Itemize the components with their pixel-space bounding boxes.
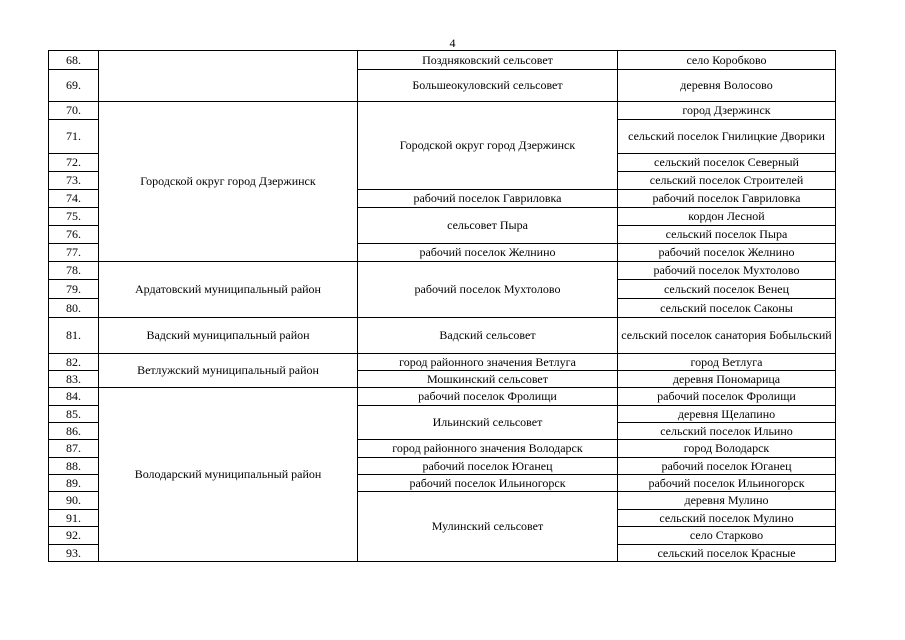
row-number: 93. — [49, 545, 99, 562]
row-number: 85. — [49, 406, 99, 423]
table-row — [49, 388, 836, 406]
settlement-council-cell: рабочий поселок Желнино — [358, 244, 618, 262]
municipal-unit-cell: Городской округ город Дзержинск — [99, 102, 358, 262]
municipal-unit-cell: Вадский муниципальный район — [99, 318, 358, 354]
settlement-council-cell: Ильинский сельсовет — [358, 406, 618, 440]
table-row — [49, 318, 836, 354]
locality-cell: сельский поселок санатория Бобыльский — [618, 318, 836, 354]
settlement-council-cell: Мулинский сельсовет — [358, 492, 618, 562]
row-number: 90. — [49, 492, 99, 510]
locality-cell: село Коробково — [618, 51, 836, 70]
locality-cell: сельский поселок Венец — [618, 280, 836, 299]
settlement-council-cell: рабочий поселок Фролищи — [358, 388, 618, 406]
settlement-council-cell: город районного значения Ветлуга — [358, 354, 618, 371]
row-number: 86. — [49, 423, 99, 440]
table-row — [49, 51, 836, 70]
settlement-council-cell: рабочий поселок Юганец — [358, 458, 618, 475]
locality-cell: село Старково — [618, 527, 836, 545]
locality-cell: сельский поселок Саконы — [618, 299, 836, 318]
row-number: 72. — [49, 154, 99, 172]
locality-cell: сельский поселок Пыра — [618, 226, 836, 244]
municipal-unit-cell — [99, 51, 358, 102]
locality-cell: рабочий поселок Фролищи — [618, 388, 836, 406]
table-row — [49, 102, 836, 120]
row-number: 89. — [49, 475, 99, 492]
locality-cell: город Володарск — [618, 440, 836, 458]
municipal-unit-cell: Ардатовский муниципальный район — [99, 262, 358, 318]
municipal-unit-cell: Ветлужский муниципальный район — [99, 354, 358, 388]
row-number: 82. — [49, 354, 99, 371]
locality-cell: сельский поселок Красные — [618, 545, 836, 562]
locality-cell: деревня Пономарица — [618, 371, 836, 388]
row-number: 71. — [49, 120, 99, 154]
row-number: 79. — [49, 280, 99, 299]
settlement-council-cell: Большеокуловский сельсовет — [358, 70, 618, 102]
row-number: 75. — [49, 208, 99, 226]
settlement-council-cell: рабочий поселок Гавриловка — [358, 190, 618, 208]
settlement-council-cell: Вадский сельсовет — [358, 318, 618, 354]
settlement-council-cell: сельсовет Пыра — [358, 208, 618, 244]
locality-cell: сельский поселок Северный — [618, 154, 836, 172]
row-number: 69. — [49, 70, 99, 102]
locality-cell: кордон Лесной — [618, 208, 836, 226]
row-number: 87. — [49, 440, 99, 458]
row-number: 92. — [49, 527, 99, 545]
locality-cell: рабочий поселок Мухтолово — [618, 262, 836, 280]
locality-cell: рабочий поселок Желнино — [618, 244, 836, 262]
row-number: 70. — [49, 102, 99, 120]
row-number: 83. — [49, 371, 99, 388]
table-row — [49, 262, 836, 280]
settlement-council-cell: рабочий поселок Ильиногорск — [358, 475, 618, 492]
locality-cell: деревня Щелапино — [618, 406, 836, 423]
row-number: 80. — [49, 299, 99, 318]
row-number: 78. — [49, 262, 99, 280]
settlements-table — [48, 50, 836, 562]
row-number: 76. — [49, 226, 99, 244]
locality-cell: город Ветлуга — [618, 354, 836, 371]
row-number: 84. — [49, 388, 99, 406]
locality-cell: рабочий поселок Юганец — [618, 458, 836, 475]
settlement-council-cell: Городской округ город Дзержинск — [358, 102, 618, 190]
locality-cell: деревня Волосово — [618, 70, 836, 102]
locality-cell: сельский поселок Строителей — [618, 172, 836, 190]
settlement-council-cell: Поздняковский сельсовет — [358, 51, 618, 70]
settlement-council-cell: город районного значения Володарск — [358, 440, 618, 458]
table-row — [49, 354, 836, 371]
settlement-council-cell: Мошкинский сельсовет — [358, 371, 618, 388]
locality-cell: сельский поселок Ильино — [618, 423, 836, 440]
row-number: 81. — [49, 318, 99, 354]
locality-cell: деревня Мулино — [618, 492, 836, 510]
municipal-unit-cell: Володарский муниципальный район — [99, 388, 358, 562]
row-number: 88. — [49, 458, 99, 475]
locality-cell: город Дзержинск — [618, 102, 836, 120]
settlement-council-cell: рабочий поселок Мухтолово — [358, 262, 618, 318]
row-number: 74. — [49, 190, 99, 208]
row-number: 68. — [49, 51, 99, 70]
locality-cell: рабочий поселок Гавриловка — [618, 190, 836, 208]
locality-cell: сельский поселок Мулино — [618, 510, 836, 527]
locality-cell: сельский поселок Гнилицкие Дворики — [618, 120, 836, 154]
row-number: 77. — [49, 244, 99, 262]
page-number: 4 — [449, 36, 456, 50]
row-number: 73. — [49, 172, 99, 190]
locality-cell: рабочий поселок Ильиногорск — [618, 475, 836, 492]
row-number: 91. — [49, 510, 99, 527]
